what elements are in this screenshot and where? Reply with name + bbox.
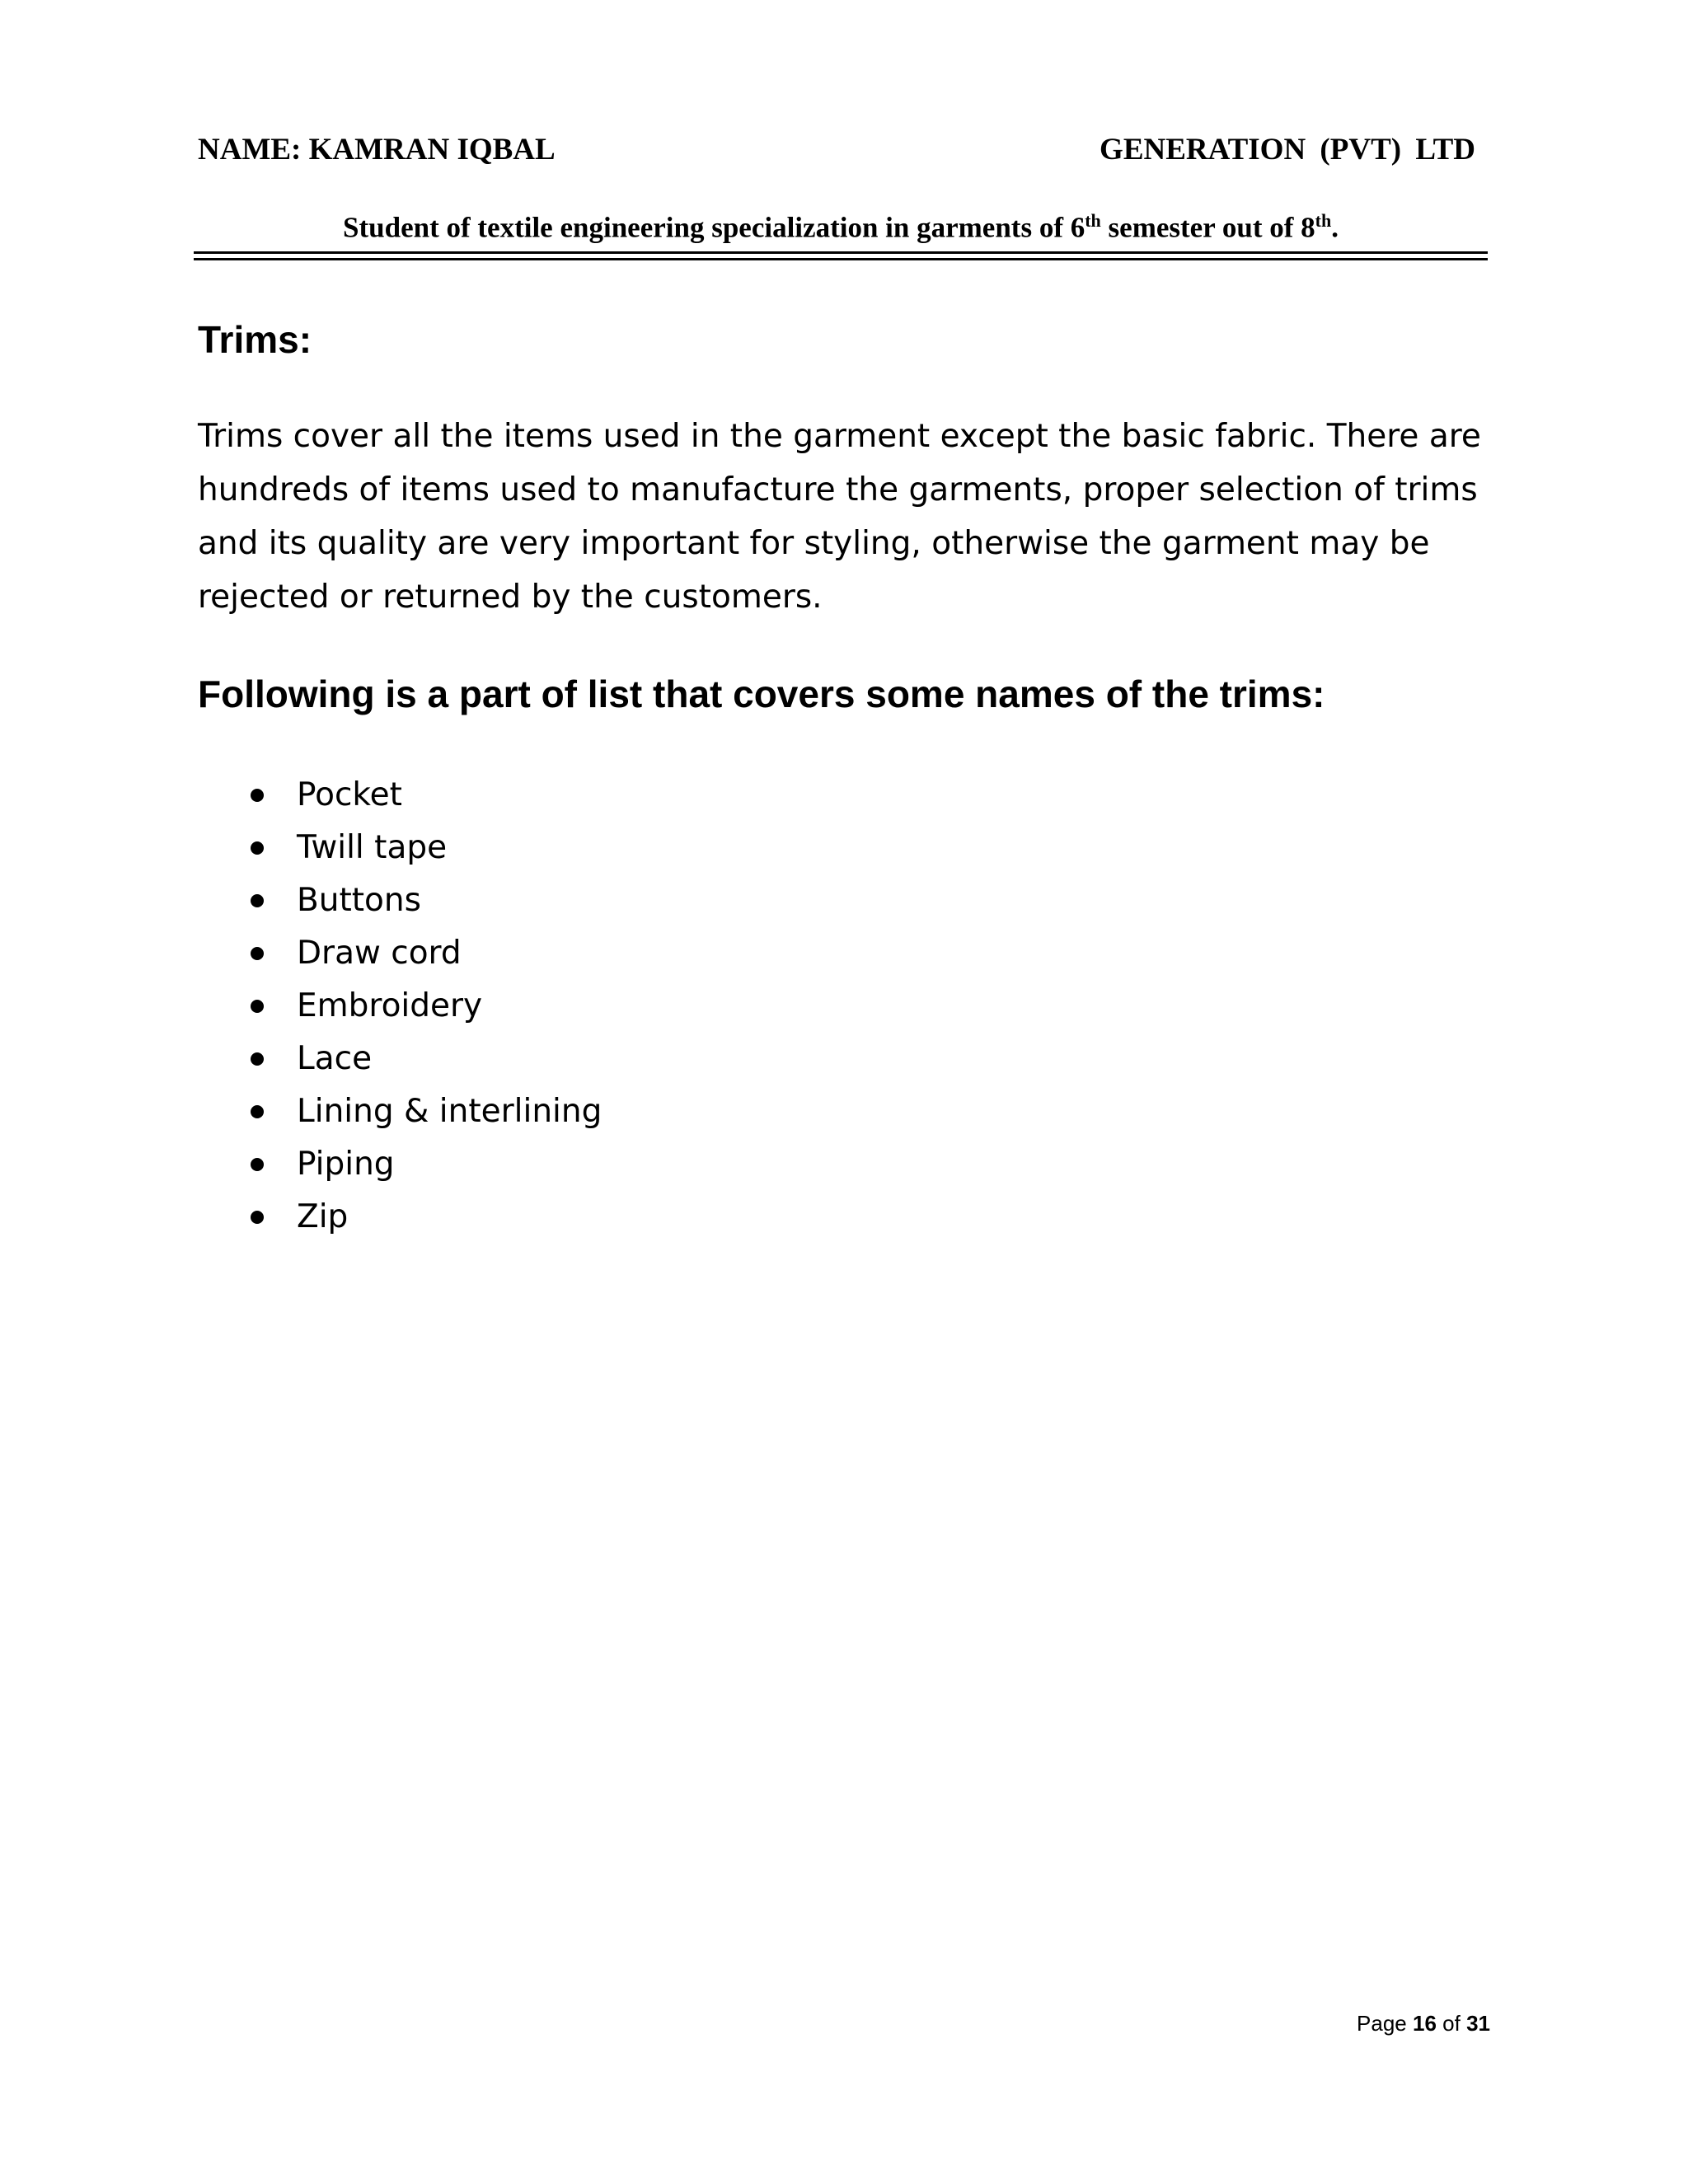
bullet-icon <box>251 789 264 802</box>
bullet-icon <box>251 1052 264 1066</box>
company-name: GENERATION (PVT) LTD <box>1100 133 1475 166</box>
page-label: Page <box>1357 2011 1407 2036</box>
subheader-text-2: semester out of 8 <box>1100 211 1315 244</box>
list-item-label: Lining & interlining <box>297 1093 603 1130</box>
list-item <box>247 1033 602 1085</box>
header-divider-bottom <box>194 258 1488 260</box>
body-paragraph: Trims cover all the items used in the garment except the basic fabric. There are hundreds of items used to manufacture the garments, proper selection of trims and its quality are very important for styling, otherwise the garment may be rejected or returned by the customers. <box>198 418 1481 616</box>
list-item <box>247 980 602 1033</box>
list-item-label: Piping <box>297 1146 395 1183</box>
page-footer <box>1357 2011 1490 2036</box>
list-item <box>247 927 602 980</box>
bullet-icon <box>251 1105 264 1118</box>
list-heading: Following is a part of list that covers some names of the trims: <box>198 673 1325 715</box>
list-item <box>247 1191 602 1244</box>
list-item-label: Lace <box>297 1040 373 1077</box>
list-item <box>247 1085 602 1138</box>
subheader-end: . <box>1331 211 1339 244</box>
list-item-label: Pocket <box>297 776 402 813</box>
list-item-label: Draw cord <box>297 935 462 972</box>
list-item <box>247 822 602 874</box>
list-item-label: Zip <box>297 1198 349 1235</box>
page-header <box>198 132 1475 173</box>
bullet-icon <box>251 947 264 960</box>
bullet-icon <box>251 894 264 907</box>
list-item-label: Buttons <box>297 882 421 919</box>
bullet-icon <box>251 841 264 855</box>
page-total: 31 <box>1466 2011 1490 2036</box>
student-subheader <box>194 210 1488 245</box>
list-item <box>247 769 602 822</box>
bullet-icon <box>251 1211 264 1224</box>
subheader-sup-1: th <box>1085 210 1101 231</box>
subheader-text-1: Student of textile engineering specialization in garments of 6 <box>343 211 1085 244</box>
subheader-sup-2: th <box>1315 210 1332 231</box>
bullet-icon <box>251 1000 264 1013</box>
list-item <box>247 874 602 927</box>
bullet-icon <box>251 1158 264 1171</box>
list-item <box>247 1138 602 1191</box>
author-name: NAME: KAMRAN IQBAL <box>198 133 556 166</box>
list-item-label: Embroidery <box>297 987 483 1024</box>
section-title: Trims: <box>198 318 312 361</box>
header-divider-top <box>194 251 1488 254</box>
page-number: 16 <box>1413 2011 1437 2036</box>
of-label: of <box>1442 2011 1461 2036</box>
trims-list <box>247 769 602 1244</box>
list-item-label: Twill tape <box>297 829 448 866</box>
